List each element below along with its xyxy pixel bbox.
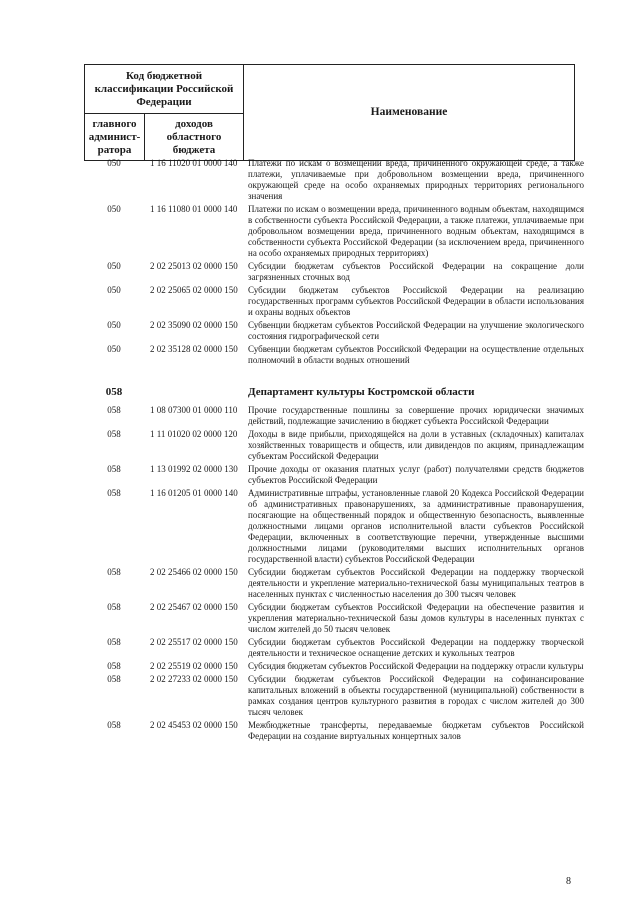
income-code: 2 02 25519 02 0000 150 xyxy=(150,661,238,671)
administrator-code: 058 xyxy=(107,602,121,612)
income-name: Прочие доходы от оказания платных услуг (работ) получателями средств бюджетов субъектов Российской Федерации xyxy=(248,464,584,485)
income-code: 2 02 25013 02 0000 150 xyxy=(150,261,238,271)
income-code: 2 02 25065 02 0000 150 xyxy=(150,285,238,295)
table-row xyxy=(84,429,584,462)
income-name: Субвенции бюджетам субъектов Российской Федерации на улучшение экологического состояния гидрографической сети xyxy=(248,320,584,341)
administrator-code: 050 xyxy=(107,261,121,271)
administrator-code: 058 xyxy=(107,429,121,439)
administrator-code: 050 xyxy=(107,158,121,168)
budget-classification-code-header: Код бюджетной классификации Российской Федерации xyxy=(85,65,244,114)
income-name: Субсидия бюджетам субъектов Российской Федерации на поддержку отрасли культуры xyxy=(248,661,584,671)
income-name: Субвенции бюджетам субъектов Российской Федерации на осуществление отдельных полномочий в области водных отношений xyxy=(248,344,584,365)
income-name: Прочие государственные пошлины за совершение прочих юридически значимых действий, подлежащие зачислению в бюджет субъекта Российской Федерации xyxy=(248,405,584,426)
income-name: Субсидии бюджетам субъектов Российской Федерации на поддержку творческой деятельности и укрепление материально-технической базы муниципальных театров в населенных пунктах с численностью населения до 300 тысяч человек xyxy=(248,567,584,599)
administrator-code: 058 xyxy=(107,464,121,474)
income-code: 2 02 45453 02 0000 150 xyxy=(150,720,238,730)
table-row xyxy=(84,567,584,600)
administrator-code: 058 xyxy=(107,567,121,577)
table-row xyxy=(84,637,584,659)
income-name: Доходы в виде прибыли, приходящейся на доли в уставных (складочных) капиталах хозяйственных товариществ и обществ, или дивидендов по акциям, принадлежащим субъектам Российской Федерации xyxy=(248,429,584,461)
income-name: Субсидии бюджетам субъектов Российской Федерации на реализацию государственных программ субъектов Российской Федерации в области использования и охраны водных объектов xyxy=(248,285,584,317)
table-row xyxy=(84,320,584,342)
income-name: Субсидии бюджетам субъектов Российской Федерации на обеспечение развития и укрепления материально-технической базы домов культуры в населенных пунктах с числом жителей до 50 тысяч человек xyxy=(248,602,584,634)
administrator-code: 058 xyxy=(107,637,121,647)
table-row xyxy=(84,204,584,259)
table-row xyxy=(84,158,584,202)
name-column-header: Наименование xyxy=(244,65,575,161)
income-name: Субсидии бюджетам субъектов Российской Федерации на софинансирование капитальных вложений в объекты государственной (муниципальной) собственности в рамках создания центров культурного развития в городах с числом жителей до 300 тысяч человек xyxy=(248,674,584,717)
income-code: 1 11 01020 02 0000 120 xyxy=(150,429,238,439)
income-name: Субсидии бюджетам субъектов Российской Федерации на поддержку творческой деятельности и техническое оснащение детских и кукольных театров xyxy=(248,637,584,658)
department-name: Департамент культуры Костромской области xyxy=(248,386,475,398)
administrator-code: 058 xyxy=(107,661,121,671)
table-row xyxy=(84,720,584,742)
administrator-code: 058 xyxy=(107,674,121,684)
income-code: 1 13 01992 02 0000 130 xyxy=(150,464,238,474)
administrator-code: 050 xyxy=(107,320,121,330)
income-name: Межбюджетные трансферты, передаваемые бюджетам субъектов Российской Федерации на создание виртуальных концертных залов xyxy=(248,720,584,741)
table-row xyxy=(84,674,584,718)
administrator-code: 050 xyxy=(107,285,121,295)
table-row xyxy=(84,405,584,427)
income-code: 1 16 11080 01 0000 140 xyxy=(150,204,238,214)
main-administrator-header: главного админист-ратора xyxy=(85,114,145,161)
income-code: 2 02 35128 02 0000 150 xyxy=(150,344,238,354)
table-row xyxy=(84,464,584,486)
income-code: 2 02 25517 02 0000 150 xyxy=(150,637,238,647)
income-code: 1 16 11020 01 0000 140 xyxy=(150,158,238,168)
income-code: 2 02 25466 02 0000 150 xyxy=(150,567,238,577)
income-code: 2 02 27233 02 0000 150 xyxy=(150,674,238,684)
income-name: Административные штрафы, установленные главой 20 Кодекса Российской Федерации об административных правонарушениях, за административные правонарушения, посягающие на общественный порядок и общественную безопасность, выявленные должностными лицами органов исполнительной власти субъектов Российской Федерации, включенных в соответствующие перечни, утвержденные высшими должностными лицами (руководителями высших исполнительных органов государственной власти) субъектов Российской Федерации xyxy=(248,488,584,564)
regional-budget-income-header: доходов областного бюджета xyxy=(145,114,244,161)
administrator-code: 050 xyxy=(107,204,121,214)
income-name: Платежи по искам о возмещении вреда, причиненного водным объектам, находящимся в собственности субъекта Российской Федерации, а также платежи, уплачиваемые при добровольном возмещении вреда, причиненного водным объектам, находящимся в собственности субъекта Российской Федерации (за исключением вреда, причиненного на особо охраняемых природных территориях) xyxy=(248,204,584,258)
department-heading-row xyxy=(84,386,584,399)
classification-header-table xyxy=(84,64,575,161)
table-row xyxy=(84,261,584,283)
administrator-code: 058 xyxy=(107,488,121,498)
income-name: Субсидии бюджетам субъектов Российской Федерации на сокращение доли загрязненных сточных вод xyxy=(248,261,584,282)
table-row xyxy=(84,488,584,565)
page-number: 8 xyxy=(566,876,571,887)
income-code: 1 08 07300 01 0000 110 xyxy=(150,405,238,415)
table-row xyxy=(84,661,584,672)
income-code: 1 16 01205 01 0000 140 xyxy=(150,488,238,498)
administrator-code: 050 xyxy=(107,344,121,354)
income-name: Платежи по искам о возмещении вреда, причиненного окружающей среде, а также платежи, уплачиваемые при добровольном возмещении вреда, причиненного окружающей среде на особо охраняемых природных территориях регионального значения xyxy=(248,158,584,201)
income-code: 2 02 35090 02 0000 150 xyxy=(150,320,238,330)
income-code: 2 02 25467 02 0000 150 xyxy=(150,602,238,612)
classification-rows xyxy=(84,158,584,742)
table-row xyxy=(84,602,584,635)
table-row xyxy=(84,285,584,318)
table-row xyxy=(84,344,584,366)
administrator-code: 058 xyxy=(107,405,121,415)
administrator-code: 058 xyxy=(105,386,123,398)
administrator-code: 058 xyxy=(107,720,121,730)
